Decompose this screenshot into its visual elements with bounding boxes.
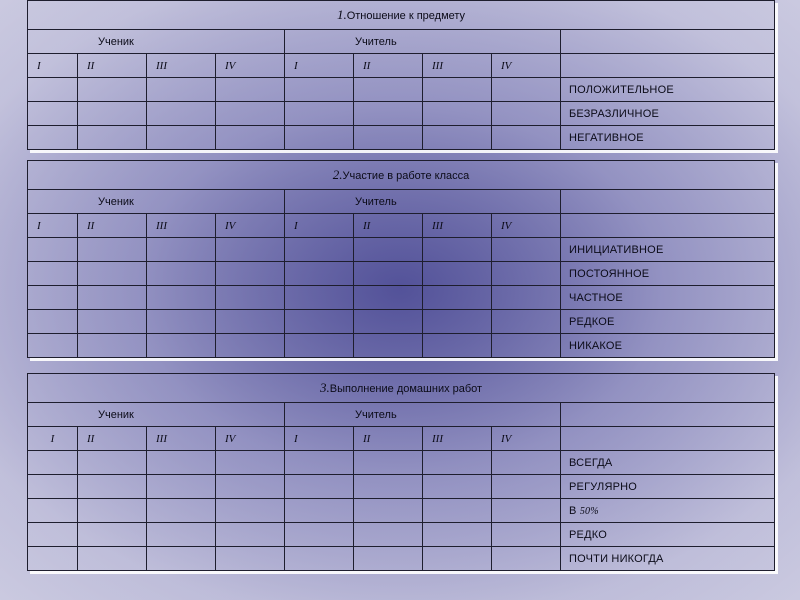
input-cell[interactable]: [354, 499, 423, 523]
table-row: [28, 334, 775, 358]
input-cell[interactable]: [354, 238, 423, 262]
table-attitude: [27, 0, 775, 150]
input-cell[interactable]: [28, 523, 78, 547]
input-cell[interactable]: [216, 523, 285, 547]
input-cell[interactable]: [78, 451, 147, 475]
level-header: II: [354, 427, 423, 451]
input-cell[interactable]: [78, 126, 147, 150]
table-row: [28, 102, 775, 126]
input-cell[interactable]: [78, 238, 147, 262]
level-header: II: [78, 54, 147, 78]
input-cell[interactable]: [147, 499, 216, 523]
row-label: ЧАСТНОЕ: [561, 286, 775, 310]
table-row: [28, 262, 775, 286]
empty-cell: [561, 190, 775, 214]
input-cell[interactable]: [354, 286, 423, 310]
row-label: ПОЧТИ НИКОГДА: [561, 547, 775, 571]
row-label: ВСЕГДА: [561, 451, 775, 475]
input-cell[interactable]: [147, 523, 216, 547]
input-cell[interactable]: [285, 78, 354, 102]
input-cell[interactable]: [28, 547, 78, 571]
input-cell[interactable]: [147, 126, 216, 150]
input-cell[interactable]: [78, 286, 147, 310]
input-cell[interactable]: [354, 262, 423, 286]
title-number: 2.: [332, 167, 343, 182]
table-title: [28, 374, 775, 403]
level-header: IV: [492, 427, 561, 451]
input-cell[interactable]: [423, 451, 492, 475]
level-header: IV: [492, 54, 561, 78]
input-cell[interactable]: [285, 238, 354, 262]
level-header: I: [285, 427, 354, 451]
input-cell[interactable]: [28, 451, 78, 475]
percent-value: 50%: [579, 505, 599, 517]
input-cell[interactable]: [216, 102, 285, 126]
input-cell[interactable]: [492, 262, 561, 286]
input-cell[interactable]: [216, 78, 285, 102]
level-header: I: [285, 214, 354, 238]
table-row: [28, 238, 775, 262]
input-cell[interactable]: [492, 523, 561, 547]
table-row: [28, 475, 775, 499]
input-cell[interactable]: [28, 310, 78, 334]
input-cell[interactable]: [216, 499, 285, 523]
input-cell[interactable]: [28, 102, 78, 126]
input-cell[interactable]: [216, 286, 285, 310]
level-header: I: [28, 214, 78, 238]
input-cell[interactable]: [492, 78, 561, 102]
input-cell[interactable]: [423, 262, 492, 286]
row-label: [561, 499, 775, 523]
role-teacher: Учитель: [285, 403, 561, 427]
input-cell[interactable]: [423, 334, 492, 358]
input-cell[interactable]: [216, 475, 285, 499]
input-cell[interactable]: [216, 126, 285, 150]
input-cell[interactable]: [147, 310, 216, 334]
row-label: РЕДКО: [561, 523, 775, 547]
input-cell[interactable]: [285, 334, 354, 358]
input-cell[interactable]: [492, 310, 561, 334]
level-header: II: [78, 214, 147, 238]
level-header: IV: [492, 214, 561, 238]
input-cell[interactable]: [354, 547, 423, 571]
input-cell[interactable]: [354, 126, 423, 150]
table-row: [28, 499, 775, 523]
input-cell[interactable]: [423, 78, 492, 102]
input-cell[interactable]: [492, 102, 561, 126]
input-cell[interactable]: [354, 523, 423, 547]
input-cell[interactable]: [354, 334, 423, 358]
input-cell[interactable]: [285, 102, 354, 126]
table-row: [28, 78, 775, 102]
role-student: Ученик: [28, 190, 285, 214]
role-teacher: Учитель: [285, 190, 561, 214]
input-cell[interactable]: [216, 262, 285, 286]
table-homework: [27, 373, 775, 571]
row-label: РЕДКОЕ: [561, 310, 775, 334]
level-header: IV: [216, 54, 285, 78]
table-row: [28, 547, 775, 571]
level-header: II: [354, 54, 423, 78]
empty-cell: [561, 214, 775, 238]
input-cell[interactable]: [28, 262, 78, 286]
row-label-text: В: [569, 504, 577, 517]
input-cell[interactable]: [285, 451, 354, 475]
row-label: РЕГУЛЯРНО: [561, 475, 775, 499]
input-cell[interactable]: [216, 334, 285, 358]
input-cell[interactable]: [285, 523, 354, 547]
empty-cell: [561, 54, 775, 78]
input-cell[interactable]: [492, 547, 561, 571]
input-cell[interactable]: [147, 547, 216, 571]
table-row: [28, 310, 775, 334]
input-cell[interactable]: [216, 238, 285, 262]
input-cell[interactable]: [285, 262, 354, 286]
level-header: I: [28, 427, 78, 451]
table-title: [28, 161, 775, 190]
input-cell[interactable]: [78, 475, 147, 499]
input-cell[interactable]: [78, 262, 147, 286]
row-label: ПОСТОЯННОЕ: [561, 262, 775, 286]
input-cell[interactable]: [354, 102, 423, 126]
input-cell[interactable]: [423, 475, 492, 499]
input-cell[interactable]: [423, 286, 492, 310]
level-header: IV: [216, 214, 285, 238]
row-label: НЕГАТИВНОЕ: [561, 126, 775, 150]
input-cell[interactable]: [354, 78, 423, 102]
level-header: IV: [216, 427, 285, 451]
input-cell[interactable]: [28, 78, 78, 102]
table-row: [28, 126, 775, 150]
empty-cell: [561, 30, 775, 54]
input-cell[interactable]: [147, 286, 216, 310]
row-label: ИНИЦИАТИВНОЕ: [561, 238, 775, 262]
input-cell[interactable]: [492, 286, 561, 310]
input-cell[interactable]: [423, 310, 492, 334]
input-cell[interactable]: [423, 102, 492, 126]
title-number: 3.: [320, 380, 330, 395]
input-cell[interactable]: [147, 334, 216, 358]
input-cell[interactable]: [147, 262, 216, 286]
level-header: II: [78, 427, 147, 451]
input-cell[interactable]: [28, 499, 78, 523]
input-cell[interactable]: [492, 238, 561, 262]
empty-cell: [561, 427, 775, 451]
input-cell[interactable]: [28, 475, 78, 499]
table-row: [28, 523, 775, 547]
input-cell[interactable]: [423, 499, 492, 523]
input-cell[interactable]: [285, 286, 354, 310]
input-cell[interactable]: [354, 310, 423, 334]
level-header: III: [423, 54, 492, 78]
input-cell[interactable]: [216, 451, 285, 475]
input-cell[interactable]: [147, 238, 216, 262]
table-title: [28, 1, 775, 30]
title-text: Выполнение домашних работ: [329, 383, 483, 395]
role-student: Ученик: [28, 30, 285, 54]
level-header: III: [423, 214, 492, 238]
input-cell[interactable]: [147, 475, 216, 499]
empty-cell: [561, 403, 775, 427]
input-cell[interactable]: [285, 547, 354, 571]
input-cell[interactable]: [28, 334, 78, 358]
input-cell[interactable]: [492, 451, 561, 475]
title-text: Участие в работе класса: [342, 170, 470, 182]
input-cell[interactable]: [147, 451, 216, 475]
role-student: Ученик: [28, 403, 285, 427]
input-cell[interactable]: [78, 523, 147, 547]
table-row: [28, 451, 775, 475]
role-teacher: Учитель: [285, 30, 561, 54]
input-cell[interactable]: [492, 499, 561, 523]
input-cell[interactable]: [354, 451, 423, 475]
input-cell[interactable]: [147, 78, 216, 102]
input-cell[interactable]: [423, 126, 492, 150]
input-cell[interactable]: [28, 126, 78, 150]
title-text: Отношение к предмету: [346, 10, 466, 22]
row-label: ПОЛОЖИТЕЛЬНОЕ: [561, 78, 775, 102]
level-header: III: [423, 427, 492, 451]
row-label: БЕЗРАЗЛИЧНОЕ: [561, 102, 775, 126]
input-cell[interactable]: [78, 547, 147, 571]
level-header: III: [147, 214, 216, 238]
input-cell[interactable]: [78, 310, 147, 334]
table-participation: [27, 160, 775, 358]
input-cell[interactable]: [354, 475, 423, 499]
input-cell[interactable]: [28, 286, 78, 310]
level-header: I: [28, 54, 78, 78]
input-cell[interactable]: [285, 475, 354, 499]
level-header: III: [147, 54, 216, 78]
input-cell[interactable]: [492, 334, 561, 358]
input-cell[interactable]: [78, 334, 147, 358]
input-cell[interactable]: [423, 547, 492, 571]
input-cell[interactable]: [285, 310, 354, 334]
level-header: II: [354, 214, 423, 238]
input-cell[interactable]: [216, 310, 285, 334]
level-header: III: [147, 427, 216, 451]
input-cell[interactable]: [492, 475, 561, 499]
input-cell[interactable]: [147, 102, 216, 126]
input-cell[interactable]: [285, 499, 354, 523]
input-cell[interactable]: [78, 499, 147, 523]
row-label: НИКАКОЕ: [561, 334, 775, 358]
input-cell[interactable]: [285, 126, 354, 150]
input-cell[interactable]: [78, 78, 147, 102]
input-cell[interactable]: [423, 238, 492, 262]
level-header: I: [285, 54, 354, 78]
input-cell[interactable]: [423, 523, 492, 547]
title-number: 1.: [336, 7, 347, 22]
input-cell[interactable]: [78, 102, 147, 126]
input-cell[interactable]: [216, 547, 285, 571]
input-cell[interactable]: [28, 238, 78, 262]
input-cell[interactable]: [492, 126, 561, 150]
table-row: [28, 286, 775, 310]
